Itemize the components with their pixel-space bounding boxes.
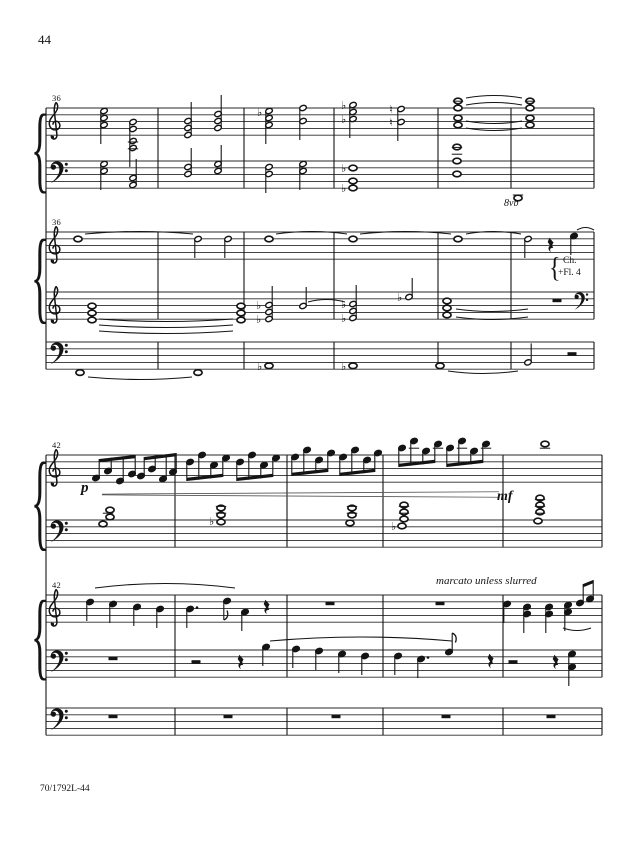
svg-text:{: {: [31, 581, 49, 691]
svg-text:{: {: [31, 441, 49, 561]
svg-text:♭: ♭: [341, 297, 347, 311]
svg-text:♭: ♭: [257, 105, 263, 119]
svg-text:♭: ♭: [341, 181, 347, 195]
page-number: 44: [38, 32, 51, 47]
svg-text:♮: ♮: [389, 102, 393, 116]
measure-number: 36: [52, 93, 61, 103]
svg-text:{: {: [31, 218, 49, 333]
svg-text:♭: ♭: [257, 359, 263, 373]
svg-text:♭: ♭: [397, 290, 403, 304]
svg-text:♭: ♭: [256, 298, 262, 312]
measure-number: 36: [52, 217, 61, 227]
svg-text:♭: ♭: [341, 98, 347, 112]
svg-text:♭: ♭: [209, 514, 215, 528]
dynamic-marking-mf: mf: [497, 489, 513, 504]
svg-text:♭: ♭: [341, 112, 347, 126]
svg-text:♭: ♭: [341, 311, 347, 325]
registration-marking-flute: +Fl. 4: [558, 268, 581, 278]
measure-number: 42: [52, 580, 61, 590]
registration-brace: {: [549, 252, 561, 284]
plate-number: 70/1792L-44: [40, 784, 90, 794]
svg-text:♭: ♭: [341, 161, 347, 175]
registration-marking-choir: Ch.: [563, 256, 577, 266]
measure-number: 42: [52, 440, 61, 450]
octave-marking: 8vb: [504, 198, 519, 209]
svg-text:♭: ♭: [256, 312, 262, 326]
svg-text:{: {: [31, 94, 49, 202]
svg-text:♭: ♭: [341, 359, 347, 373]
svg-text:♮: ♮: [389, 115, 393, 129]
svg-text:♭: ♭: [391, 519, 397, 533]
performance-instruction: marcato unless slurred: [436, 575, 537, 587]
dynamic-marking-p: p: [81, 480, 89, 496]
